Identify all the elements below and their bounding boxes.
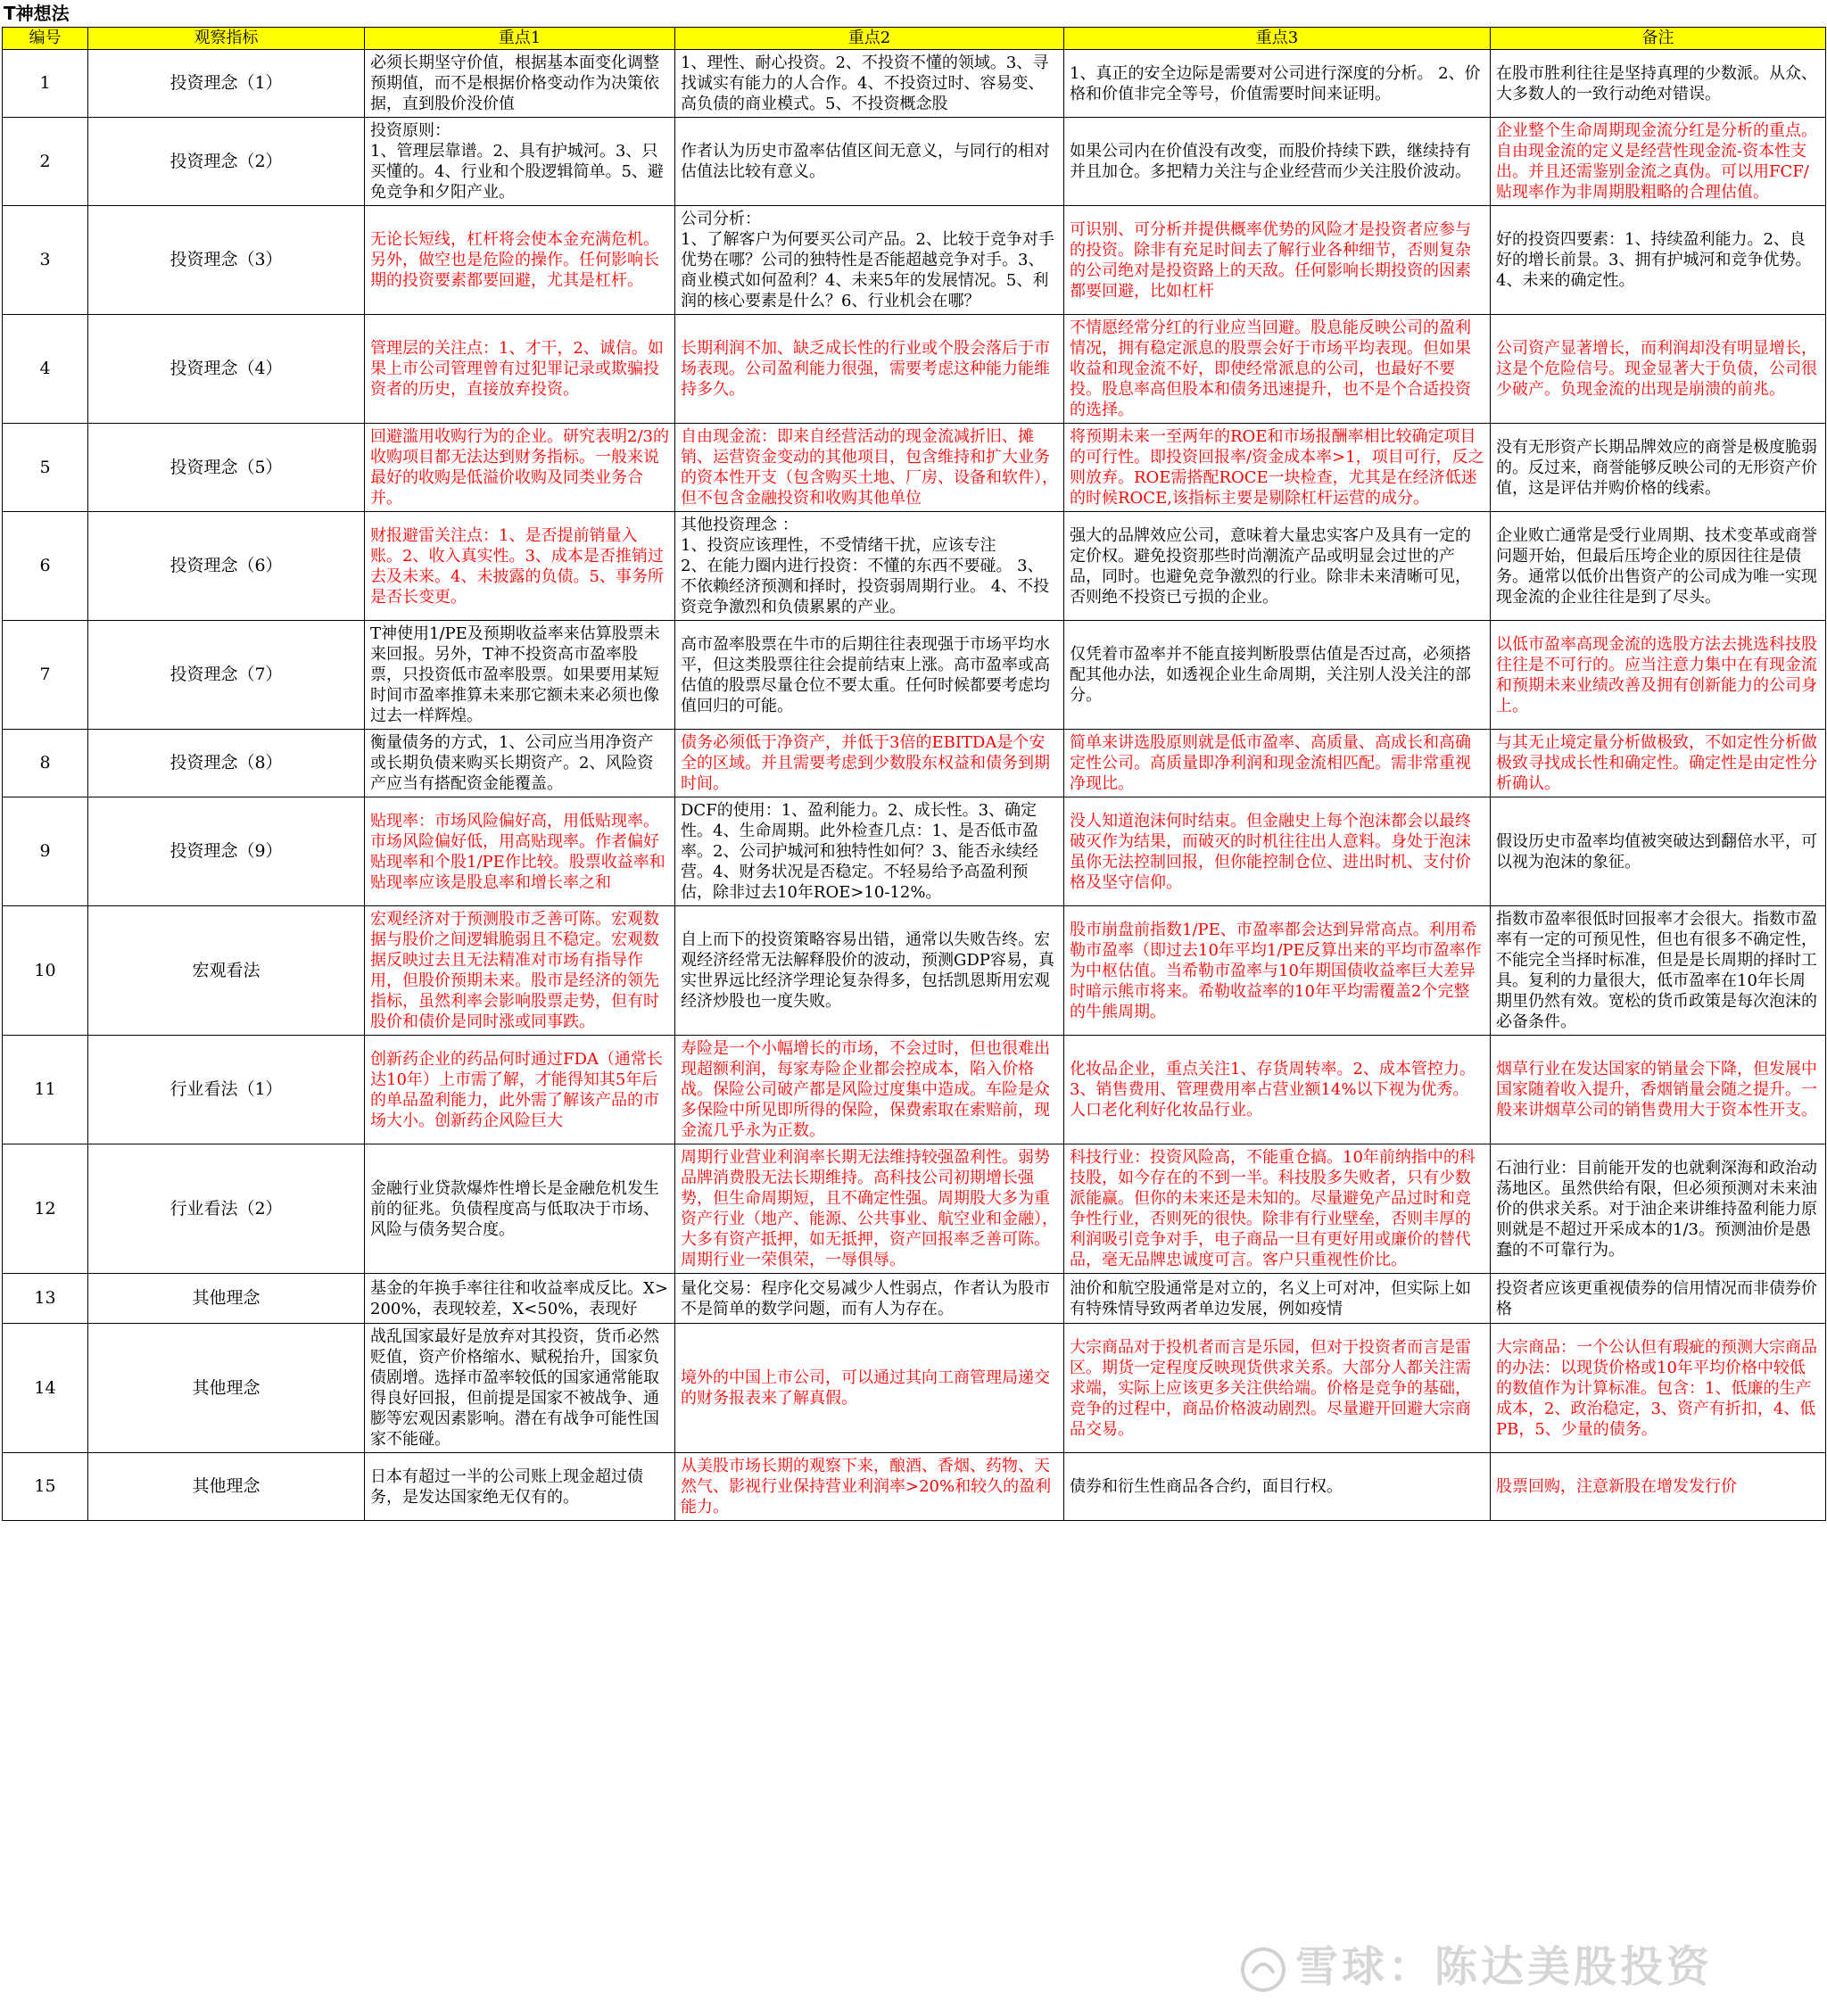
point1-cell: 金融行业贷款爆炸性增长是金融危机发生前的征兆。负债程度高与低取决于市场、风险与债务契合度。	[365, 1144, 675, 1274]
point2-cell: 1、理性、耐心投资。2、不投资不懂的领域。3、寻找诚实有能力的人合作。4、不投资过时、容易变、高负债的商业模式。5、不投资概念股	[675, 50, 1064, 118]
header-cell: 编号	[3, 28, 88, 50]
row-number: 9	[3, 797, 88, 906]
row-number: 4	[3, 315, 88, 424]
point3-cell: 不情愿经常分红的行业应当回避。股息能反映公司的盈利情况，拥有稳定派息的股票会好于市场平均表现。但如果收益和现金流不好，即使经常派息的公司，也最好不要投。股息率高但股本和债务迅速提升，也不是个合适投资的选择。	[1064, 315, 1491, 424]
indicator-cell: 其他理念	[88, 1453, 365, 1521]
row-number: 2	[3, 118, 88, 206]
remark-cell: 在股市胜利往往是坚持真理的少数派。从众、大多数人的一致行动绝对错误。	[1491, 50, 1826, 118]
point3-cell: 债券和衍生性商品各合约，面目行权。	[1064, 1453, 1491, 1521]
notes-table	[2, 27, 1826, 1521]
indicator-cell: 投资理念（4）	[88, 315, 365, 424]
point3-cell: 仅凭着市盈率并不能直接判断股票估值是否过高，必须搭配其他办法，如透视企业生命周期，关注别人没关注的部分。	[1064, 621, 1491, 730]
indicator-cell: 其他理念	[88, 1274, 365, 1324]
remark-cell: 烟草行业在发达国家的销量会下降，但发展中国家随着收入提升，香烟销量会随之提升。一般来讲烟草公司的销售费用大于资本性开支。	[1491, 1036, 1826, 1144]
remark-cell: 企业败亡通常是受行业周期、技术变革或商誉问题开始，但最后压垮企业的原因往往是债务。通常以低价出售资产的公司成为唯一实现现金流的企业往往是到了尽头。	[1491, 512, 1826, 621]
table-row	[3, 1144, 1826, 1274]
point2-cell: 自由现金流：即来自经营活动的现金流减折旧、摊销、运营资金变动的其他项目，包含维持和扩大业务的资本性开支（包含购买土地、厂房、设备和软件），但不包含金融投资和收购其他单位	[675, 424, 1064, 512]
row-number: 15	[3, 1453, 88, 1521]
header-row	[3, 28, 1826, 50]
indicator-cell: 行业看法（2）	[88, 1144, 365, 1274]
table-row	[3, 1453, 1826, 1521]
row-number: 6	[3, 512, 88, 621]
point1-cell: 财报避雷关注点：1、是否提前销量入账。2、收入真实性。3、成本是否推销过去及未来。4、未披露的负债。5、事务所是否长变更。	[365, 512, 675, 621]
row-number: 10	[3, 906, 88, 1036]
remark-cell: 以低市盈率高现金流的选股方法去挑选科技股往往是不可行的。应当注意力集中在有现金流和预期未来业绩改善及拥有创新能力的公司身上。	[1491, 621, 1826, 730]
indicator-cell: 投资理念（2）	[88, 118, 365, 206]
row-number: 1	[3, 50, 88, 118]
remark-cell: 企业整个生命周期现金流分红是分析的重点。自由现金流的定义是经营性现金流-资本性支出。并且还需鉴别金流之真伪。可以用FCF/贴现率作为非周期股粗略的合理估值。	[1491, 118, 1826, 206]
table-row	[3, 730, 1826, 797]
page-title: T神想法	[4, 3, 70, 24]
row-number: 8	[3, 730, 88, 797]
point1-cell: 战乱国家最好是放弃对其投资，货币必然贬值，资产价格缩水、赋税抬升，国家负债剧增。选择市盈率较低的国家通常能取得良好回报，但前提是国家不被战争、通膨等宏观因素影响。潜在有战争可能性国家不能碰。	[365, 1324, 675, 1453]
point2-cell: 境外的中国上市公司，可以通过其向工商管理局递交的财务报表来了解真假。	[675, 1324, 1064, 1453]
point3-cell: 科技行业：投资风险高，不能重仓搞。10年前纳指中的科技股，如今存在的不到一半。科技股多失败者，只有少数派能赢。但你的未来还是未知的。尽量避免产品过时和竞争性行业，否则死的很快。除非有行业壁垒，否则丰厚的利润吸引竞争对手，电子商品一旦有更好用或廉价的替代品，毫无品牌忠诚度可言。客户只重视性价比。	[1064, 1144, 1491, 1274]
watermark-text: 雪球：陈达美股投资	[1295, 1942, 1714, 1992]
point1-cell: 宏观经济对于预测股市乏善可陈。宏观数据与股价之间逻辑脆弱且不稳定。宏观数据反映过去且无法精准对市场有指导作用，但股价预期未来。股市是经济的领先指标，虽然利率会影响股票走势，但有时股价和债价是同时涨或同事跌。	[365, 906, 675, 1036]
table-row	[3, 1274, 1826, 1324]
point2-cell: DCF的使用：1、盈利能力。2、成长性。3、确定性。4、生命周期。此外检查几点：1、是否低市盈率。2、公司护城河和独特性如何？3、能否永续经营。4、财务状况是否稳定。不轻易给予高盈利预估，除非过去10年ROE>10-12%。	[675, 797, 1064, 906]
indicator-cell: 宏观看法	[88, 906, 365, 1036]
header-cell: 重点3	[1064, 28, 1491, 50]
point1-cell: 创新药企业的药品何时通过FDA（通常长达10年）上市需了解，才能得知其5年后的单品盈利能力，此外需了解该产品的市场大小。创新药企风险巨大	[365, 1036, 675, 1144]
indicator-cell: 投资理念（3）	[88, 206, 365, 315]
point1-cell: 贴现率：市场风险偏好高，用低贴现率。市场风险偏好低，用高贴现率。作者偏好贴现率和个股1/PE作比较。股票收益率和贴现率应该是股息率和增长率之和	[365, 797, 675, 906]
indicator-cell: 投资理念（9）	[88, 797, 365, 906]
point1-cell: 基金的年换手率往往和收益率成反比。X>200%，表现较差，X<50%，表现好	[365, 1274, 675, 1324]
point2-cell: 从美股市场长期的观察下来，酿酒、香烟、药物、天然气、影视行业保持营业利润率>20%和较久的盈利能力。	[675, 1453, 1064, 1521]
indicator-cell: 投资理念（7）	[88, 621, 365, 730]
point1-cell: 日本有超过一半的公司账上现金超过债务，是发达国家绝无仅有的。	[365, 1453, 675, 1521]
indicator-cell: 行业看法（1）	[88, 1036, 365, 1144]
remark-cell: 大宗商品：一个公认但有瑕疵的预测大宗商品的办法：以现货价格或10年平均价格中较低的数值作为计算标准。包含：1、低廉的生产成本，2、政治稳定，3、资产有折扣，4、低PB，5、少量的债务。	[1491, 1324, 1826, 1453]
point2-cell: 其他投资理念 ： 1、投资应该理性，不受情绪干扰，应该专注 2、在能力圈内进行投资：不懂的东西不要碰。 3、不依赖经济预测和择时，投资弱周期行业。 4、不投资竞争激烈和负债累累的产业。	[675, 512, 1064, 621]
header-cell: 重点1	[365, 28, 675, 50]
point3-cell: 大宗商品对于投机者而言是乐园，但对于投资者而言是雷区。期货一定程度反映现货供求关系。大部分人都关注需求端，实际上应该更多关注供给端。价格是竞争的基础，竞争的过程中，商品价格波动剧烈。尽量避开回避大宗商品交易。	[1064, 1324, 1491, 1453]
remark-cell: 没有无形资产长期品牌效应的商誉是极度脆弱的。反过来，商誉能够反映公司的无形资产价值，这是评估并购价格的线索。	[1491, 424, 1826, 512]
table-row	[3, 118, 1826, 206]
point2-cell: 债务必须低于净资产，并低于3倍的EBITDA是个安全的区域。并且需要考虑到少数股东权益和债务到期时间。	[675, 730, 1064, 797]
header-cell: 观察指标	[88, 28, 365, 50]
point1-cell: 回避滥用收购行为的企业。研究表明2/3的收购项目都无法达到财务指标。一般来说最好的收购是低溢价收购及同类业务合并。	[365, 424, 675, 512]
header-cell: 重点2	[675, 28, 1064, 50]
table-row	[3, 621, 1826, 730]
remark-cell: 假设历史市盈率均值被突破达到翻倍水平，可以视为泡沫的象征。	[1491, 797, 1826, 906]
point2-cell: 周期行业营业利润率长期无法维持较强盈利性。弱势品牌消费股无法长期维持。高科技公司初期增长强势，但生命周期短，且不确定性强。周期股大多为重资产行业（地产、能源、公共事业、航空业和金融），大多有资产抵押，如无抵押，资产回报率乏善可陈。周期行业一荣俱荣，一辱俱辱。	[675, 1144, 1064, 1274]
point1-cell: 投资原则： 1、管理层靠谱。2、具有护城河。3、只买懂的。4、行业和个股逻辑简单。5、避免竞争和夕阳产业。	[365, 118, 675, 206]
watermark	[1240, 1932, 1713, 1994]
row-number: 11	[3, 1036, 88, 1144]
point3-cell: 可识别、可分析并提供概率优势的风险才是投资者应参与的投资。除非有充足时间去了解行业各种细节，否则复杂的公司绝对是投资路上的天敌。任何影响长期投资的因素都要回避，比如杠杆	[1064, 206, 1491, 315]
point3-cell: 将预期未来一至两年的ROE和市场报酬率相比较确定项目的可行性。即投资回报率/资金成本率>1，项目可行，反之则放弃。ROE需搭配ROCE一块检查，尤其是在经济低迷的时候ROCE,该指标主要是剔除杠杆运营的成分。	[1064, 424, 1491, 512]
row-number: 7	[3, 621, 88, 730]
table-row	[3, 50, 1826, 118]
remark-cell: 石油行业：目前能开发的也就剩深海和政治动荡地区。虽然供给有限，但必须预测对未来油价的供求关系。对于油企来讲维持盈利能力原则就是不超过开采成本的1/3。预测油价是愚蠢的不可靠行为。	[1491, 1144, 1826, 1274]
remark-cell: 指数市盈率很低时回报率才会很大。指数市盈率有一定的可预见性，但也有很多不确定性，不能完全当择时标准，但是是长周期的择时工具。复利的力量很大，低市盈率在10年长周期里仍然有效。宽松的货币政策是每次泡沫的必备条件。	[1491, 906, 1826, 1036]
point3-cell: 没人知道泡沫何时结束。但金融史上每个泡沫都会以最终破灭作为结果，而破灭的时机往往出人意料。身处于泡沫虽你无法控制回报，但你能控制仓位、进出时机、支付价格及坚守信仰。	[1064, 797, 1491, 906]
point2-cell: 量化交易：程序化交易减少人性弱点，作者认为股市不是简单的数学问题，而有人为存在。	[675, 1274, 1064, 1324]
header-cell: 备注	[1491, 28, 1826, 50]
point2-cell: 公司分析： 1、了解客户为何要买公司产品。2、比较于竞争对手优势在哪？公司的独特性是否能超越竞争对手。3、商业模式如何盈利？4、未来5年的发展情况。5、利润的核心要素是什么？6、行业机会在哪？	[675, 206, 1064, 315]
row-number: 14	[3, 1324, 88, 1453]
indicator-cell: 投资理念（8）	[88, 730, 365, 797]
remark-cell: 股票回购，注意新股在增发发行价	[1491, 1453, 1826, 1521]
point1-cell: 管理层的关注点：1、才干，2、诚信。如果上市公司管理曾有过犯罪记录或欺骗投资者的历史，直接放弃投资。	[365, 315, 675, 424]
point1-cell: 无论长短线，杠杆将会使本金充满危机。另外，做空也是危险的操作。任何影响长期的投资要素都要回避，尤其是杠杆。	[365, 206, 675, 315]
point3-cell: 1、真正的安全边际是需要对公司进行深度的分析。 2、价格和价值非完全等号，价值需要时间来证明。	[1064, 50, 1491, 118]
point1-cell: 必须长期坚守价值，根据基本面变化调整预期值，而不是根据价格变动作为决策依据，直到股价没价值	[365, 50, 675, 118]
point1-cell: T神使用1/PE及预期收益率来估算股票未来回报。另外，T神不投资高市盈率股票，只投资低市盈率股票。如果要用某短时间市盈率推算未来那它额未来必须也像过去一样辉煌。	[365, 621, 675, 730]
remark-cell: 公司资产显著增长，而利润却没有明显增长，这是个危险信号。现金显著大于负债，公司很少破产。负现金流的出现是崩溃的前兆。	[1491, 315, 1826, 424]
table-row	[3, 906, 1826, 1036]
indicator-cell: 其他理念	[88, 1324, 365, 1453]
point3-cell: 如果公司内在价值没有改变，而股价持续下跌，继续持有并且加仓。多把精力关注与企业经营而少关注股价波动。	[1064, 118, 1491, 206]
point3-cell: 简单来讲选股原则就是低市盈率、高质量、高成长和高确定性公司。高质量即净利润和现金流相匹配。需非常重视净现比。	[1064, 730, 1491, 797]
indicator-cell: 投资理念（5）	[88, 424, 365, 512]
point3-cell: 股市崩盘前指数1/PE、市盈率都会达到异常高点。利用希勒市盈率（即过去10年平均1/PE反算出来的平均市盈率作为中枢估值。当希勒市盈率与10年期国债收益率巨大差异时暗示熊市将来。希勒收益率的10年平均需覆盖2个完整的牛熊周期。	[1064, 906, 1491, 1036]
point2-cell: 长期利润不加、缺乏成长性的行业或个股会落后于市场表现。公司盈利能力很强，需要考虑这种能力能维持多久。	[675, 315, 1064, 424]
table-row	[3, 512, 1826, 621]
point3-cell: 化妆品企业，重点关注1、存货周转率。2、成本管控力。3、销售费用、管理费用率占营业额14%以下视为优秀。人口老化利好化妆品行业。	[1064, 1036, 1491, 1144]
remark-cell: 与其无止境定量分析做极致，不如定性分析做极致寻找成长性和确定性。确定性是由定性分析确认。	[1491, 730, 1826, 797]
point3-cell: 油价和航空股通常是对立的，名义上可对冲，但实际上如有特殊情导致两者单边发展，例如疫情	[1064, 1274, 1491, 1324]
snowball-logo-icon	[1240, 1946, 1286, 1993]
remark-cell: 投资者应该更重视债券的信用情况而非债券价格	[1491, 1274, 1826, 1324]
point2-cell: 高市盈率股票在牛市的后期往往表现强于市场平均水平，但这类股票往往会提前结束上涨。高市盈率或高估值的股票尽量仓位不要太重。任何时候都要考虑均值回归的可能。	[675, 621, 1064, 730]
table-row	[3, 315, 1826, 424]
row-number: 3	[3, 206, 88, 315]
table-row	[3, 797, 1826, 906]
point1-cell: 衡量债务的方式，1、公司应当用净资产或长期负债来购买长期资产。2、风险资产应当有搭配资金能覆盖。	[365, 730, 675, 797]
table-row	[3, 1324, 1826, 1453]
row-number: 13	[3, 1274, 88, 1324]
table-row	[3, 1036, 1826, 1144]
table-row	[3, 424, 1826, 512]
point2-cell: 寿险是一个小幅增长的市场，不会过时，但也很难出现超额利润，每家寿险企业都会控成本，陷入价格战。保险公司破产都是风险过度集中造成。车险是众多保险中所见即所得的保险，保费索取在索赔前，现金流几乎永为正数。	[675, 1036, 1064, 1144]
row-number: 5	[3, 424, 88, 512]
remark-cell: 好的投资四要素：1、持续盈利能力。2、良好的增长前景。3、拥有护城河和竞争优势。4、未来的确定性。	[1491, 206, 1826, 315]
indicator-cell: 投资理念（1）	[88, 50, 365, 118]
point2-cell: 自上而下的投资策略容易出错，通常以失败告终。宏观经济经常无法解释股价的波动，预测GDP容易，真实世界远比经济学理论复杂得多，包括凯恩斯用宏观经济炒股也一度失败。	[675, 906, 1064, 1036]
indicator-cell: 投资理念（6）	[88, 512, 365, 621]
point3-cell: 强大的品牌效应公司，意味着大量忠实客户及具有一定的定价权。避免投资那些时尚潮流产品或明显会过世的产品，同时。也避免竞争激烈的行业。除非未来清晰可见，否则绝不投资已亏损的企业。	[1064, 512, 1491, 621]
table-row	[3, 206, 1826, 315]
row-number: 12	[3, 1144, 88, 1274]
point2-cell: 作者认为历史市盈率估值区间无意义，与同行的相对估值法比较有意义。	[675, 118, 1064, 206]
